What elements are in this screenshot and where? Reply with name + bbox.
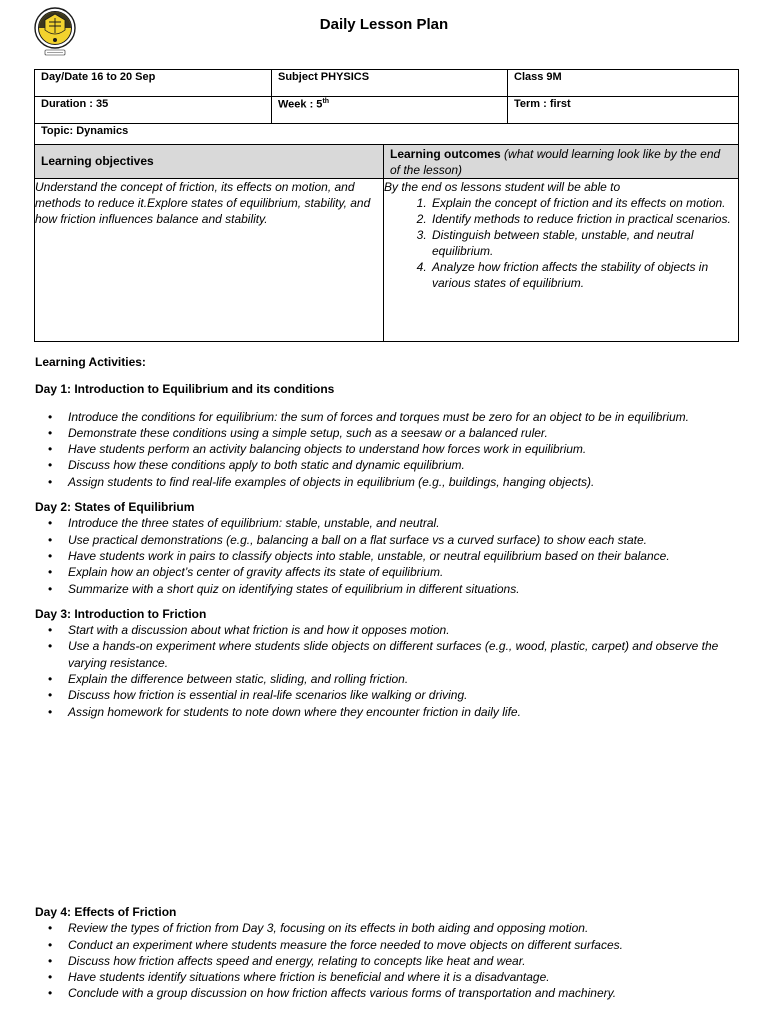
day-4-title: Day 4: Effects of Friction bbox=[35, 905, 177, 919]
list-item: • Use a hands-on experiment where students slide objects on different surfaces (e.g., wood, plastic, carpet) and observe the varying resistance. bbox=[35, 638, 750, 671]
outcome-item: 3. Distinguish between stable, unstable, and neutral equilibrium. bbox=[430, 227, 734, 259]
list-item: • Assign homework for students to note down where they encounter friction in daily life. bbox=[35, 704, 750, 720]
day-3-title: Day 3: Introduction to Friction bbox=[35, 606, 207, 621]
list-item: • Conclude with a group discussion on how friction affects various forms of transportation and machinery. bbox=[35, 985, 750, 1001]
list-item: • Discuss how these conditions apply to both static and dynamic equilibrium. bbox=[35, 457, 750, 473]
objectives-heading: Learning objectives bbox=[35, 145, 384, 179]
week-suffix: th bbox=[322, 98, 330, 105]
term-cell: Term : first bbox=[508, 97, 739, 124]
outcome-item: 2. Identify methods to reduce friction in practical scenarios. bbox=[430, 211, 734, 227]
list-item: • Have students identify situations where friction is beneficial and where it is a disadvantage. bbox=[35, 969, 750, 985]
list-item: • Use practical demonstrations (e.g., balancing a ball on a flat surface vs a curved surface) to show each state. bbox=[35, 532, 750, 548]
class-cell: Class 9M bbox=[508, 70, 739, 97]
list-item: • Assign students to find real-life examples of objects in equilibrium (e.g., buildings, hanging objects). bbox=[35, 474, 750, 490]
outcomes-heading-cell bbox=[384, 145, 739, 179]
activities-heading: Learning Activities: bbox=[35, 355, 146, 369]
list-item: • Review the types of friction from Day 3, focusing on its effects in both aiding and opposing motion. bbox=[35, 920, 750, 936]
day-1-list bbox=[35, 409, 750, 490]
day-4-list bbox=[35, 920, 750, 1001]
outcome-item: 4. Analyze how friction affects the stability of objects in various states of equilibrium. bbox=[430, 259, 734, 291]
list-item: • Explain how an object’s center of gravity affects its state of equilibrium. bbox=[35, 564, 750, 580]
day-1-title: Day 1: Introduction to Equilibrium and its conditions bbox=[35, 382, 335, 397]
list-item: • Have students perform an activity balancing objects to understand how forces work in equilibrium. bbox=[35, 441, 750, 457]
list-item: • Summarize with a short quiz on identifying states of equilibrium in different situations. bbox=[35, 581, 750, 597]
outcomes-heading-note: (what would learning look like by the end of the lesson) bbox=[390, 147, 721, 177]
lesson-info-table bbox=[34, 69, 739, 145]
list-item: • Discuss how friction is essential in real-life scenarios like walking or driving. bbox=[35, 687, 750, 703]
list-item: • Discuss how friction affects speed and energy, relating to concepts like heat and wear. bbox=[35, 953, 750, 969]
day-date-cell: Day/Date 16 to 20 Sep bbox=[35, 70, 272, 97]
page-title: Daily Lesson Plan bbox=[319, 16, 449, 33]
learning-activities bbox=[35, 354, 750, 720]
list-item: • Introduce the three states of equilibrium: stable, unstable, and neutral. bbox=[35, 515, 750, 531]
list-item: • Have students work in pairs to classify objects into stable, unstable, or neutral equilibrium based on their balance. bbox=[35, 548, 750, 564]
list-item: • Introduce the conditions for equilibrium: the sum of forces and torques must be zero for an object to be in equilibrium. bbox=[35, 409, 750, 425]
list-item: • Conduct an experiment where students measure the force needed to move objects on different surfaces. bbox=[35, 937, 750, 953]
week-label: Week : 5 bbox=[278, 98, 323, 111]
list-item: • Start with a discussion about what friction is and how it opposes motion. bbox=[35, 622, 750, 638]
day-4-section bbox=[35, 904, 750, 1002]
objectives-text: Understand the concept of friction, its effects on motion, and methods to reduce it.Explore states of equilibrium, stability, and how friction influences balance and stability. bbox=[35, 179, 384, 342]
list-item: • Explain the difference between static, sliding, and rolling friction. bbox=[35, 671, 750, 687]
subject-cell: Subject PHYSICS bbox=[272, 70, 508, 97]
day-2-list bbox=[35, 515, 750, 596]
list-item: • Demonstrate these conditions using a simple setup, such as a seesaw or a balanced ruler. bbox=[35, 425, 750, 441]
outcomes-cell bbox=[384, 179, 739, 342]
outcomes-heading: Learning outcomes bbox=[390, 147, 501, 161]
objectives-table bbox=[34, 144, 739, 342]
week-cell bbox=[272, 97, 508, 124]
outcomes-list bbox=[430, 195, 734, 291]
outcome-item: 1. Explain the concept of friction and its effects on motion. bbox=[430, 195, 734, 211]
outcomes-intro: By the end os lessons student will be able to bbox=[384, 180, 621, 194]
day-3-list bbox=[35, 622, 750, 720]
day-2-title: Day 2: States of Equilibrium bbox=[35, 500, 195, 515]
topic-cell: Topic: Dynamics bbox=[35, 124, 739, 145]
duration-cell: Duration : 35 bbox=[35, 97, 272, 124]
